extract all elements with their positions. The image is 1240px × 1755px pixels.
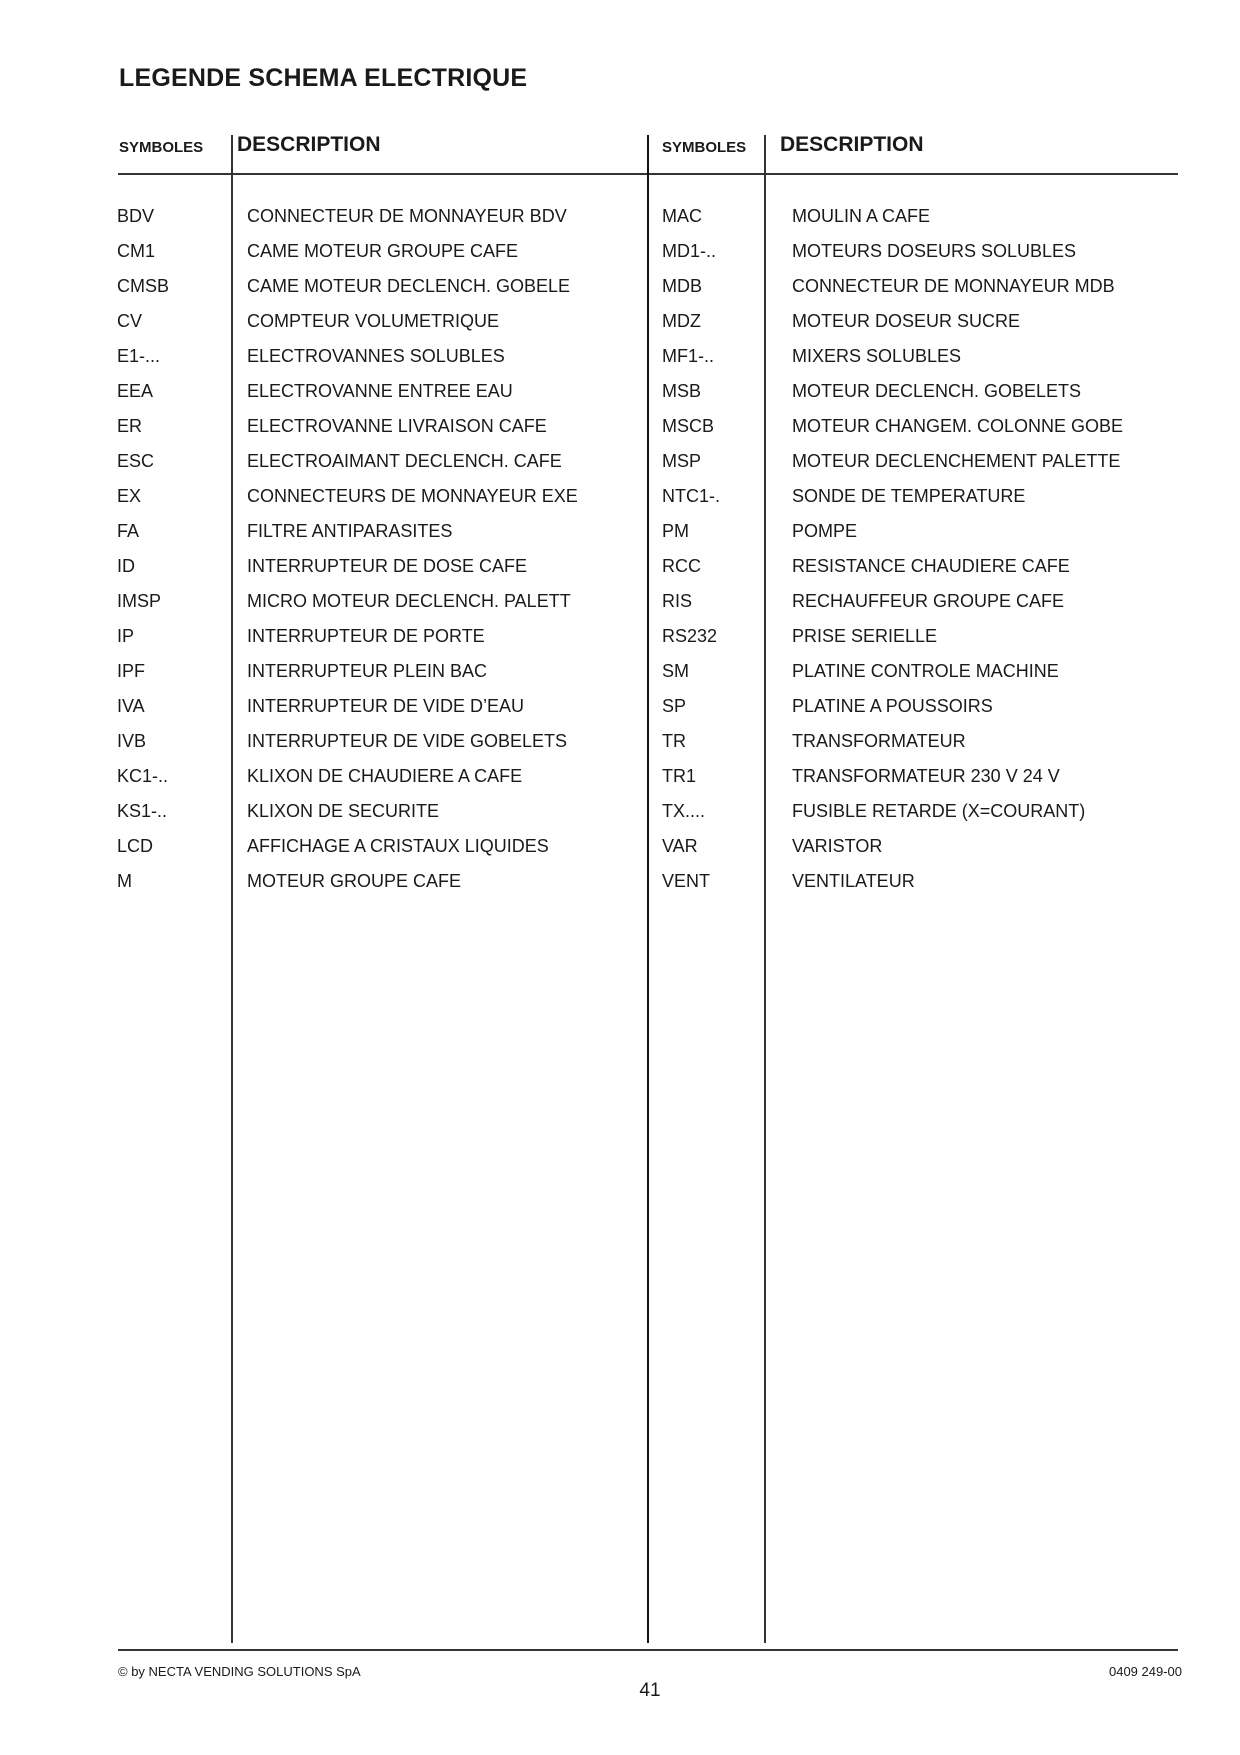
table-row bbox=[117, 204, 637, 239]
description-cell: CONNECTEUR DE MONNAYEUR BDV bbox=[247, 206, 567, 226]
description-cell: CAME MOTEUR DECLENCH. GOBELE bbox=[247, 276, 571, 296]
symbol-cell: RCC bbox=[662, 556, 701, 576]
description-cell: ELECTROVANNES SOLUBLES bbox=[247, 346, 505, 366]
table-row bbox=[662, 624, 1182, 659]
table-row bbox=[117, 344, 637, 379]
description-cell: ELECTROVANNE ENTREE EAU bbox=[247, 381, 513, 401]
symbol-cell: CM1 bbox=[117, 241, 156, 261]
symbol-cell: TR1 bbox=[662, 766, 697, 786]
left-symbols-header: SYMBOLES bbox=[119, 139, 204, 156]
table-row bbox=[662, 799, 1182, 834]
symbol-cell: CV bbox=[117, 311, 143, 331]
table-row bbox=[662, 659, 1182, 694]
symbol-cell: IVA bbox=[117, 696, 145, 716]
symbol-cell: CMSB bbox=[117, 276, 170, 296]
table-row bbox=[662, 344, 1182, 379]
symbol-cell: LCD bbox=[117, 836, 154, 856]
description-cell: VARISTOR bbox=[792, 836, 883, 856]
table-row bbox=[117, 274, 637, 309]
symbol-cell: MSCB bbox=[662, 416, 715, 436]
table-row bbox=[662, 204, 1182, 239]
symbol-cell: EX bbox=[117, 486, 142, 506]
description-cell: MOTEUR DECLENCHEMENT PALETTE bbox=[792, 451, 1121, 471]
table-row bbox=[662, 834, 1182, 869]
table-row bbox=[662, 379, 1182, 414]
table-row bbox=[117, 659, 637, 694]
description-cell: MOTEURS DOSEURS SOLUBLES bbox=[792, 241, 1077, 261]
table-row bbox=[662, 519, 1182, 554]
symbol-cell: MDB bbox=[662, 276, 702, 296]
table-row bbox=[117, 589, 637, 624]
table-row bbox=[662, 274, 1182, 309]
table-row bbox=[117, 764, 637, 799]
table-row bbox=[117, 869, 637, 904]
symbol-cell: ID bbox=[117, 556, 135, 576]
table-row bbox=[117, 834, 637, 869]
table-row bbox=[117, 694, 637, 729]
symbol-cell: TX.... bbox=[662, 801, 706, 821]
description-cell: INTERRUPTEUR DE DOSE CAFE bbox=[247, 556, 528, 576]
symbol-cell: IP bbox=[117, 626, 135, 646]
symbol-cell: MSP bbox=[662, 451, 702, 471]
left-description-header: DESCRIPTION bbox=[237, 133, 381, 156]
right-symbols-header: SYMBOLES bbox=[662, 139, 747, 156]
symbol-cell: SM bbox=[662, 661, 689, 681]
description-cell: CONNECTEURS DE MONNAYEUR EXE bbox=[247, 486, 578, 506]
symbol-cell: MDZ bbox=[662, 311, 701, 331]
description-cell: INTERRUPTEUR DE PORTE bbox=[247, 626, 485, 646]
footer-rule bbox=[118, 1649, 1178, 1651]
description-cell: FILTRE ANTIPARASITES bbox=[247, 521, 453, 541]
table-row bbox=[662, 484, 1182, 519]
description-cell: SONDE DE TEMPERATURE bbox=[792, 486, 1026, 506]
table-row bbox=[117, 799, 637, 834]
table-row bbox=[117, 484, 637, 519]
table-row bbox=[662, 869, 1182, 904]
table-row bbox=[117, 624, 637, 659]
symbol-cell: MD1-.. bbox=[662, 241, 716, 261]
symbol-cell: TR bbox=[662, 731, 686, 751]
symbol-cell: IPF bbox=[117, 661, 146, 681]
description-cell: RECHAUFFEUR GROUPE CAFE bbox=[792, 591, 1065, 611]
description-cell: KLIXON DE CHAUDIERE A CAFE bbox=[247, 766, 523, 786]
description-cell: MOTEUR GROUPE CAFE bbox=[247, 871, 462, 891]
symbol-cell: NTC1-. bbox=[662, 486, 720, 506]
description-cell: CONNECTEUR DE MONNAYEUR MDB bbox=[792, 276, 1115, 296]
symbol-cell: FA bbox=[117, 521, 140, 541]
symbol-cell: BDV bbox=[117, 206, 155, 226]
page-title: LEGENDE SCHEMA ELECTRIQUE bbox=[119, 64, 528, 92]
description-cell: PLATINE A POUSSOIRS bbox=[792, 696, 993, 716]
symbol-cell: M bbox=[117, 871, 132, 891]
footer-copyright: © by NECTA VENDING SOLUTIONS SpA bbox=[118, 1664, 361, 1679]
symbol-cell: MAC bbox=[662, 206, 702, 226]
table-row bbox=[662, 589, 1182, 624]
footer-doc-code: 0409 249-00 bbox=[1108, 1664, 1182, 1679]
description-cell: KLIXON DE SECURITE bbox=[247, 801, 440, 821]
description-cell: TRANSFORMATEUR 230 V 24 V bbox=[792, 766, 1060, 786]
symbol-cell: MF1-.. bbox=[662, 346, 714, 366]
page-number: 41 bbox=[639, 1680, 661, 1701]
description-cell: MICRO MOTEUR DECLENCH. PALETT bbox=[247, 591, 571, 611]
description-cell: ELECTROAIMANT DECLENCH. CAFE bbox=[247, 451, 562, 471]
left-legend-table bbox=[117, 204, 637, 904]
center-divider bbox=[647, 135, 649, 1643]
table-row bbox=[117, 554, 637, 589]
symbol-cell: E1-... bbox=[117, 346, 161, 366]
description-cell: VENTILATEUR bbox=[792, 871, 915, 891]
table-row bbox=[117, 239, 637, 274]
table-row bbox=[117, 379, 637, 414]
symbol-cell: RS232 bbox=[662, 626, 718, 646]
table-row bbox=[662, 694, 1182, 729]
symbol-cell: VAR bbox=[662, 836, 698, 856]
table-row bbox=[662, 764, 1182, 799]
symbol-cell: MSB bbox=[662, 381, 702, 401]
table-row bbox=[662, 309, 1182, 344]
description-cell: COMPTEUR VOLUMETRIQUE bbox=[247, 311, 500, 331]
description-cell: INTERRUPTEUR PLEIN BAC bbox=[247, 661, 488, 681]
description-cell: PRISE SERIELLE bbox=[792, 626, 938, 646]
table-row bbox=[662, 554, 1182, 589]
description-cell: TRANSFORMATEUR bbox=[792, 731, 966, 751]
symbol-cell: PM bbox=[662, 521, 689, 541]
description-cell: ELECTROVANNE LIVRAISON CAFE bbox=[247, 416, 547, 436]
symbol-cell: KC1-.. bbox=[117, 766, 169, 786]
symbol-cell: IVB bbox=[117, 731, 147, 751]
symbol-cell: VENT bbox=[662, 871, 711, 891]
description-cell: POMPE bbox=[792, 521, 858, 541]
table-row bbox=[662, 729, 1182, 764]
table-row bbox=[117, 449, 637, 484]
symbol-cell: ER bbox=[117, 416, 143, 436]
table-row bbox=[117, 729, 637, 764]
description-cell: MOULIN A CAFE bbox=[792, 206, 931, 226]
description-cell: INTERRUPTEUR DE VIDE GOBELETS bbox=[247, 731, 568, 751]
symbol-cell: IMSP bbox=[117, 591, 162, 611]
table-row bbox=[662, 239, 1182, 274]
right-description-header: DESCRIPTION bbox=[780, 133, 924, 156]
table-row bbox=[662, 414, 1182, 449]
description-cell: FUSIBLE RETARDE (X=COURANT) bbox=[792, 801, 1086, 821]
table-row bbox=[117, 414, 637, 449]
description-cell: MOTEUR DECLENCH. GOBELETS bbox=[792, 381, 1082, 401]
table-row bbox=[117, 519, 637, 554]
symbol-cell: ESC bbox=[117, 451, 155, 471]
table-row bbox=[662, 449, 1182, 484]
description-cell: MIXERS SOLUBLES bbox=[792, 346, 962, 366]
symbol-cell: SP bbox=[662, 696, 687, 716]
description-cell: AFFICHAGE A CRISTAUX LIQUIDES bbox=[247, 836, 549, 856]
description-cell: INTERRUPTEUR DE VIDE D’EAU bbox=[247, 696, 525, 716]
description-cell: MOTEUR CHANGEM. COLONNE GOBE bbox=[792, 416, 1124, 436]
table-row bbox=[117, 309, 637, 344]
symbol-cell: KS1-.. bbox=[117, 801, 168, 821]
symbol-cell: EEA bbox=[117, 381, 154, 401]
symbol-cell: RIS bbox=[662, 591, 693, 611]
description-cell: MOTEUR DOSEUR SUCRE bbox=[792, 311, 1021, 331]
description-cell: RESISTANCE CHAUDIERE CAFE bbox=[792, 556, 1070, 576]
right-legend-table bbox=[662, 204, 1182, 904]
description-cell: PLATINE CONTROLE MACHINE bbox=[792, 661, 1059, 681]
description-cell: CAME MOTEUR GROUPE CAFE bbox=[247, 241, 519, 261]
